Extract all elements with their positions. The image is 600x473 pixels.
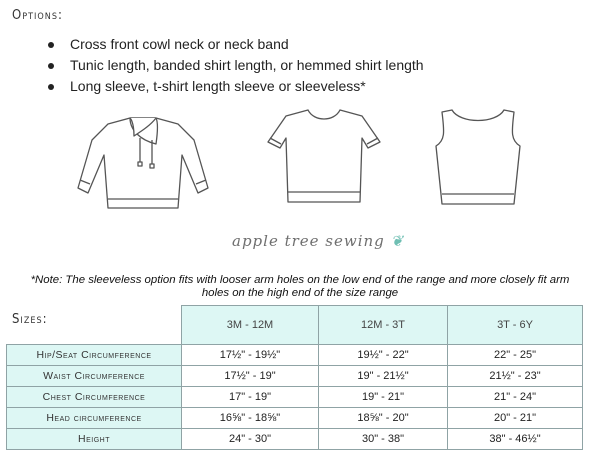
- size-column-header: 12M - 3T: [319, 306, 448, 345]
- size-cell: 17" - 19": [182, 387, 319, 408]
- table-row: [7, 429, 583, 450]
- sizes-heading: Sizes:: [12, 312, 48, 327]
- cowl-neck-long-sleeve-illustration: [78, 118, 208, 208]
- size-cell: 24" - 30": [182, 429, 319, 450]
- brand-logo: [232, 232, 404, 250]
- row-label: Hip/Seat Circumference: [7, 345, 182, 366]
- size-cell: 17½" - 19": [182, 366, 319, 387]
- size-column-header: 3M - 12M: [182, 306, 319, 345]
- option-item: [44, 34, 424, 55]
- size-cell: 17½" - 19½": [182, 345, 319, 366]
- size-cell: 38" - 46½": [448, 429, 583, 450]
- size-cell: 19½" - 22": [319, 345, 448, 366]
- size-cell: 21½" - 23": [448, 366, 583, 387]
- bullet-icon: [48, 84, 54, 90]
- tshirt-illustration: [268, 110, 380, 202]
- row-label: Waist Circumference: [7, 366, 182, 387]
- options-heading: Options:: [12, 8, 63, 23]
- row-label: Chest Circumference: [7, 387, 182, 408]
- sleeveless-note: *Note: The sleeveless option fits with looser arm holes on the low end of the range and more closely fit arm holes on the high end of the size range: [30, 274, 570, 299]
- table-row: [7, 408, 583, 429]
- row-label: Head circumference: [7, 408, 182, 429]
- table-row: [7, 345, 583, 366]
- table-row: [7, 387, 583, 408]
- size-column-header: 3T - 6Y: [448, 306, 583, 345]
- option-text: Long sleeve, t-shirt length sleeve or sleeveless*: [70, 78, 366, 94]
- bullet-icon: [48, 63, 54, 69]
- option-item: [44, 55, 424, 76]
- size-cell: 19" - 21": [319, 387, 448, 408]
- size-cell: 16⅝" - 18⅝": [182, 408, 319, 429]
- size-header-row: [7, 306, 583, 345]
- option-item: [44, 76, 424, 97]
- size-cell: 30" - 38": [319, 429, 448, 450]
- size-cell: 20" - 21": [448, 408, 583, 429]
- size-cell: 19" - 21½": [319, 366, 448, 387]
- size-chart-table: [6, 305, 583, 450]
- options-list: [44, 34, 424, 97]
- sleeveless-illustration: [436, 110, 520, 204]
- size-cell: 18⅝" - 20": [319, 408, 448, 429]
- leaf-icon: ❦: [390, 232, 405, 250]
- size-cell: 21" - 24": [448, 387, 583, 408]
- option-text: Cross front cowl neck or neck band: [70, 36, 289, 52]
- garment-illustrations: [0, 100, 600, 225]
- size-cell: 22" - 25": [448, 345, 583, 366]
- row-label: Height: [7, 429, 182, 450]
- bullet-icon: [48, 42, 54, 48]
- option-text: Tunic length, banded shirt length, or hemmed shirt length: [70, 57, 424, 73]
- table-row: [7, 366, 583, 387]
- logo-text: apple tree sewing: [232, 232, 385, 250]
